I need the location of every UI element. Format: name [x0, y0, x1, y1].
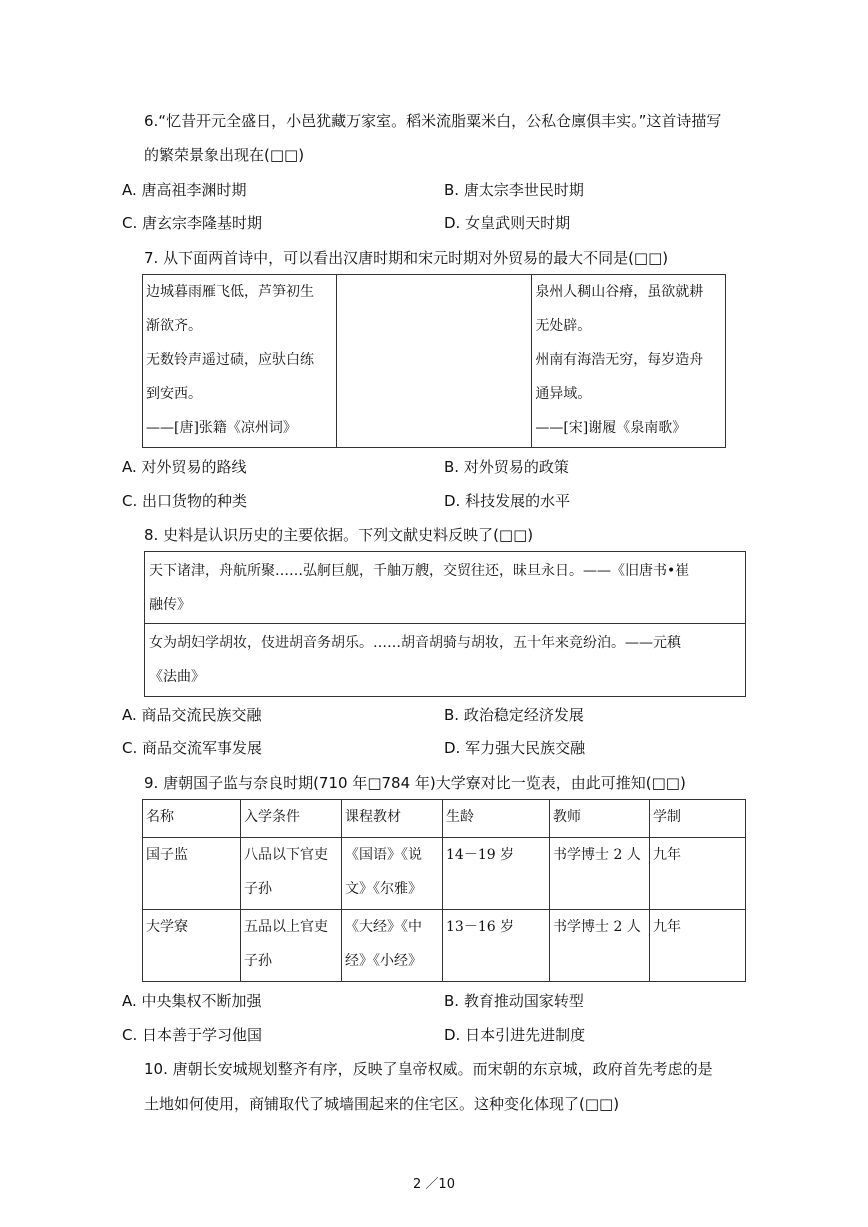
table-row: [143, 910, 746, 982]
q8-stem: 8. 史料是认识历史的主要依据。下列文献史料反映了(□□): [144, 526, 534, 544]
q6-option-c: C. 唐玄宗李隆基时期: [122, 214, 263, 232]
q8-source-2-line: 《法曲》: [149, 669, 205, 685]
poem-right-line: 无处辟。: [535, 318, 592, 334]
q9-option-a: A. 中央集权不断加强: [122, 992, 262, 1010]
q6-option-a: A. 唐高祖李渊时期: [122, 181, 247, 199]
header-cell: 学制: [650, 800, 746, 838]
header-cell: 课程教材: [342, 800, 443, 838]
poem-right-line: 通异域。: [535, 386, 592, 402]
cell-teacher: 书学博士 2 人: [550, 910, 650, 982]
cell-line: 《大经》《中: [345, 919, 422, 935]
page-number: 2 ／10: [413, 1177, 455, 1192]
q6-option-d: D. 女皇武则天时期: [444, 214, 571, 232]
q6-stem-line1: 6.“忆昔开元全盛日，小邑犹藏万家室。稻米流脂粟米白，公私仓廪俱丰实。”这首诗描写: [144, 112, 722, 130]
q6-stem-line2: 的繁荣景象出现在(□□): [144, 146, 305, 164]
cell-duration: 九年: [650, 838, 746, 910]
q8-source-1-line: 融传》: [149, 597, 191, 613]
poem-right-line: 泉州人稠山谷瘠，虽欲就耕: [535, 284, 704, 300]
table-header-row: [143, 800, 746, 838]
q7-option-b: B. 对外贸易的政策: [444, 458, 569, 476]
header-cell: 入学条件: [241, 800, 342, 838]
table-row: [143, 838, 746, 910]
cell-condition: [241, 910, 342, 982]
cell-line: 经》《小经》: [345, 953, 422, 969]
cell-textbook: [342, 838, 443, 910]
poem-middle-cell: [336, 275, 532, 448]
cell-line: 子孙: [244, 881, 272, 897]
header-cell: 教师: [550, 800, 650, 838]
q7-option-a: A. 对外贸易的路线: [122, 458, 247, 476]
q8-source-1: [144, 551, 746, 624]
poem-right-line: 州南有海浩无穷，每岁造舟: [535, 352, 704, 368]
header-cell: 生龄: [443, 800, 550, 838]
cell-age: 13－16 岁: [443, 910, 550, 982]
q7-stem: 7. 从下面两首诗中，可以看出汉唐时期和宋元时期对外贸易的最大不同是(□□): [144, 249, 669, 267]
q9-comparison-table: [142, 799, 746, 982]
cell-condition: [241, 838, 342, 910]
cell-line: 子孙: [244, 953, 272, 969]
cell-line: 八品以下官吏: [244, 847, 328, 863]
poem-left-line: 渐欲齐。: [146, 318, 202, 334]
cell-line: 文》《尔雅》: [345, 881, 422, 897]
q7-option-d: D. 科技发展的水平: [444, 492, 571, 510]
poem-right-cell: [532, 275, 726, 448]
q10-stem-line2: 土地如何使用，商铺取代了城墙围起来的住宅区。这种变化体现了(□□): [144, 1095, 620, 1113]
q8-option-c: C. 商品交流军事发展: [122, 739, 263, 757]
q8-option-b: B. 政治稳定经济发展: [444, 706, 584, 724]
cell-name: 大学寮: [143, 910, 241, 982]
cell-line: 《国语》《说: [345, 847, 422, 863]
poem-left-cell: [143, 275, 337, 448]
poem-right-attribution: ——[宋]谢履《泉南歌》: [535, 420, 687, 436]
q9-stem: 9. 唐朝国子监与奈良时期(710 年□784 年)大学寮对比一览表，由此可推知(□□): [144, 774, 686, 792]
poem-left-line: 到安西。: [146, 386, 202, 402]
q8-option-a: A. 商品交流民族交融: [122, 706, 262, 724]
cell-age: 14－19 岁: [443, 838, 550, 910]
q9-option-c: C. 日本善于学习他国: [122, 1026, 263, 1044]
q7-poem-table: [142, 274, 726, 448]
q8-source-2-line: 女为胡妇学胡妆，伎进胡音务胡乐。……胡音胡骑与胡妆，五十年来竞纷泊。——元稹: [149, 635, 681, 651]
q9-option-d: D. 日本引进先进制度: [444, 1026, 586, 1044]
cell-textbook: [342, 910, 443, 982]
poem-left-line: 边城暮雨雁飞低，芦笋初生: [146, 284, 314, 300]
poem-left-attribution: ——[唐]张籍《凉州词》: [146, 420, 297, 436]
header-cell: 名称: [143, 800, 241, 838]
cell-name: 国子监: [143, 838, 241, 910]
q9-option-b: B. 教育推动国家转型: [444, 992, 584, 1010]
cell-line: 五品以上官吏: [244, 919, 328, 935]
q8-source-1-line: 天下诸津，舟航所聚……弘舸巨舰，千舳万艘，交贸往还，昧旦永日。——《旧唐书•崔: [149, 563, 690, 579]
cell-duration: 九年: [650, 910, 746, 982]
q8-source-2: [144, 623, 746, 697]
q8-option-d: D. 军力强大民族交融: [444, 739, 586, 757]
q10-stem-line1: 10. 唐朝长安城规划整齐有序，反映了皇帝权威。而宋朝的东京城，政府首先考虑的是: [144, 1060, 713, 1078]
q6-option-b: B. 唐太宗李世民时期: [444, 181, 584, 199]
cell-teacher: 书学博士 2 人: [550, 838, 650, 910]
poem-left-line: 无数铃声遥过碛，应驮白练: [146, 352, 314, 368]
q7-option-c: C. 出口货物的种类: [122, 492, 248, 510]
